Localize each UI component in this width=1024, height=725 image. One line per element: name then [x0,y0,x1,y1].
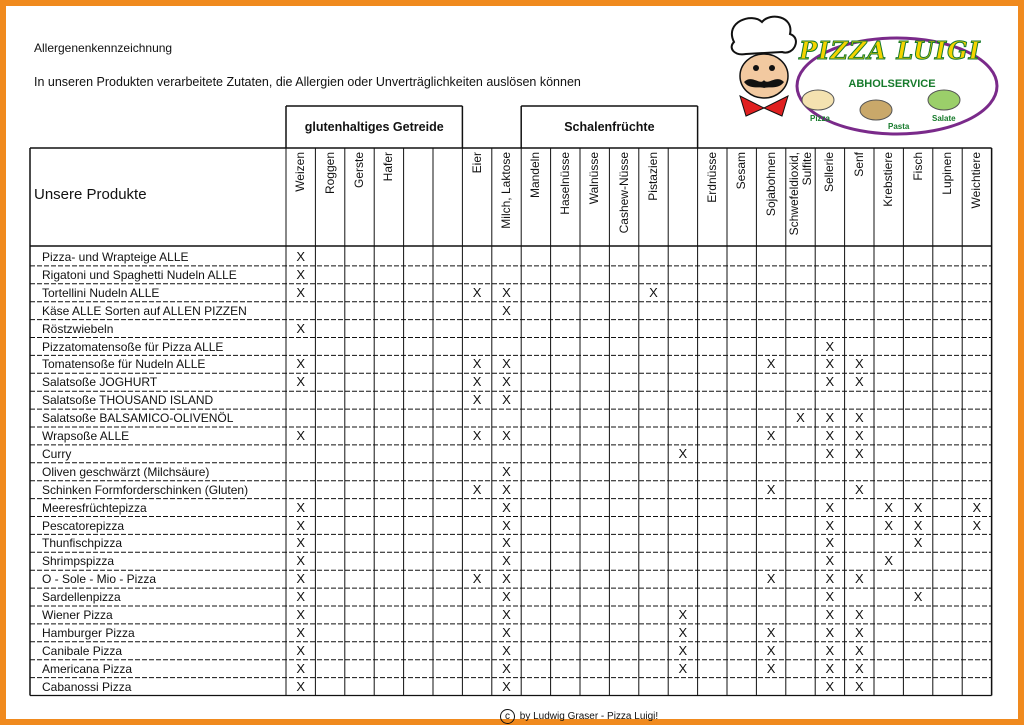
allergen-mark: X [472,481,482,497]
column-label-text: Haselnüsse [557,152,572,215]
allergen-mark: X [296,571,306,587]
column-header-11 [618,152,631,242]
allergen-mark: X [766,660,776,676]
table-row-label: Pizza- und Wrapteige ALLE [42,250,189,264]
column-header-9 [559,152,572,242]
column-label-text: Schwefeldioxid, [786,152,801,236]
allergen-mark: X [502,607,511,622]
column-label-text: Pistazien [646,152,660,201]
allergen-mark: X [296,517,306,533]
column-label-text: Hafer [381,152,396,182]
allergen-mark: X [296,284,306,300]
column-label-text: Roggen [322,152,337,195]
allergen-mark: X [296,642,306,658]
table-row-label: Röstzwiebeln [42,321,114,336]
allergen-mark: X [472,374,482,390]
allergen-mark: X [472,284,482,300]
allergen-mark: X [296,499,306,515]
column-label-text: Weichtiere [969,152,984,209]
allergen-mark: X [766,642,776,658]
table-row-label: Tortellini Nudeln ALLE [42,285,160,300]
column-label-text: Sellerie [822,152,837,193]
footer-text: by Ludwig Graser - Pizza Luigi! [519,711,659,723]
allergen-mark: X [854,374,864,390]
allergen-mark: X [825,678,835,694]
column-header-23 [970,152,983,242]
column-header-8 [529,152,542,242]
allergen-mark: X [913,499,923,515]
column-header-17 [788,152,813,242]
column-header-19 [853,152,866,242]
table-row-label: Rigatoni und Spaghetti Nudeln ALLE [42,267,237,282]
allergen-mark: X [678,445,688,461]
allergen-mark: X [296,535,306,551]
table-row-label: Oliven geschwärzt (Milchsäure) [42,464,210,479]
column-label-text: Senf [851,152,866,177]
allergen-mark: X [825,553,835,569]
column-header-1 [324,152,337,242]
allergen-mark: X [825,642,835,658]
allergen-mark: X [825,660,835,676]
allergen-mark: X [296,320,306,336]
table-row-label: Hamburger Pizza [42,625,135,640]
group-header-0: glutenhaltiges Getreide [304,120,444,134]
table-row-label: Käse ALLE Sorten auf ALLEN PIZZEN [42,303,247,318]
table-row-label: Thunfischpizza [42,536,123,551]
allergen-mark: X [854,356,864,372]
group-header-1: Schalenfrüchte [564,120,655,134]
column-label-text: Gerste [352,152,366,189]
allergen-mark: X [678,624,688,640]
allergen-mark: X [854,481,864,497]
allergen-mark: X [296,266,306,282]
allergen-mark: X [502,428,511,443]
column-label-text: Krebstiere [881,152,896,207]
column-header-14 [706,152,719,242]
allergen-mark: X [296,428,306,443]
allergen-mark: X [972,517,982,533]
allergen-mark: X [678,660,688,676]
allergen-mark: X [296,356,306,372]
allergen-mark: X [766,571,776,587]
table-row-label: Pescatorepizza [42,518,125,533]
table-row-label: Salatsoße THOUSAND ISLAND [42,393,214,408]
column-header-18 [823,152,836,242]
column-header-3 [382,152,395,242]
column-header-12 [647,152,660,242]
column-header-20 [882,152,895,242]
table-row-label: Schinken Formforderschinken (Gluten) [42,482,249,497]
column-label-text: Erdnüsse [704,152,719,203]
column-header-16 [765,152,778,242]
allergen-mark: X [825,410,835,426]
table-row-label: O - Sole - Mio - Pizza [42,572,157,587]
table-row-label: Meeresfrüchtepizza [42,500,147,515]
column-label-text: Fisch [910,152,925,181]
column-label-text: Sulfite [799,152,814,186]
allergen-mark: X [854,678,864,694]
logo-subtitle: ABHOLSERVICE [848,78,936,90]
allergen-mark: X [825,499,835,515]
allergen-mark: X [825,356,835,372]
column-header-10 [588,152,601,242]
allergen-mark: X [825,571,835,587]
allergen-mark: X [296,607,306,622]
table-row-label: Wiener Pizza [42,608,113,622]
allergen-mark: X [913,517,923,533]
allergen-mark: X [296,624,306,640]
column-label-text: Weizen [293,152,308,192]
allergen-mark: X [913,589,923,605]
allergen-mark: X [972,499,982,515]
column-header-21 [912,152,925,242]
allergen-mark: X [766,624,776,640]
allergen-mark: X [825,428,835,443]
column-label-text: Walnüsse [587,152,602,205]
column-label-text: Sesam [734,152,749,190]
allergen-mark: X [502,553,511,569]
allergen-mark: X [825,607,835,622]
allergen-mark: X [472,571,482,587]
column-label-text: Eier [469,152,484,174]
allergen-mark: X [854,445,864,461]
table-row-label: Salatsoße BALSAMICO-OLIVENÖL [42,411,234,426]
allergen-mark: X [854,624,864,640]
table-row-label: Salatsoße JOGHURT [42,375,158,390]
table-row-label: Tomatensoße für Nudeln ALLE [42,357,206,372]
column-header-22 [941,152,954,242]
allergen-mark: X [502,660,511,676]
logo-caption-pasta: Pasta [888,122,910,131]
column-label-text: Lupinen [940,152,954,195]
allergen-mark: X [502,302,511,318]
table-row-label: Curry [42,446,72,461]
column-header-0 [294,152,307,242]
allergen-mark: X [502,624,511,640]
allergen-mark: X [649,284,658,300]
allergen-mark: X [825,535,835,551]
allergen-mark: X [825,445,835,461]
allergen-mark: X [825,589,835,605]
logo-title: PIZZA LUIGI [799,36,981,65]
table-row-label: Shrimpspizza [42,554,115,569]
allergen-mark: X [502,642,511,658]
table-row-label: Canibale Pizza [42,643,123,658]
allergen-mark: X [502,517,511,533]
allergen-mark: X [502,374,511,390]
allergen-mark: X [796,410,805,426]
table-row-label: Cabanossi Pizza [42,679,132,694]
allergen-mark: X [502,535,511,551]
products-column-title: Unsere Produkte [34,186,147,203]
document-subheading: In unseren Produkten verarbeitete Zutaten, die Allergien oder Unverträglichkeiten auslösen können [34,75,581,89]
allergen-mark: X [825,624,835,640]
allergen-mark: X [884,499,894,515]
allergen-mark: X [854,660,864,676]
allergen-mark: X [296,249,306,264]
allergen-mark: X [678,607,688,622]
allergen-mark: X [825,338,835,354]
allergen-mark: X [472,356,482,372]
allergen-mark: X [296,589,306,605]
allergen-mark: X [913,535,923,551]
allergen-mark: X [766,356,776,372]
column-header-7 [500,152,513,242]
allergen-mark: X [854,571,864,587]
allergen-mark: X [884,517,894,533]
allergen-mark: X [825,374,835,390]
allergen-mark: X [502,589,511,605]
column-label-text: Milch, Laktose [499,152,513,229]
column-header-15 [735,152,748,242]
allergen-mark: X [884,553,894,569]
column-label-text: Sojabohnen [763,152,778,217]
allergen-mark: X [502,678,511,694]
allergen-mark: X [502,392,511,408]
logo-caption-salate: Salate [932,114,956,123]
copyright-icon: c [500,709,515,724]
table-row-label: Wrapsoße ALLE [42,429,130,443]
column-header-2 [353,152,366,242]
allergen-mark: X [502,463,511,479]
column-label-text: Cashew-Nüsse [616,152,631,234]
allergen-mark: X [296,374,306,390]
table-row-label: Americana Pizza [42,661,133,676]
allergen-mark: X [472,428,482,443]
logo-caption-pizza: Pizza [810,114,831,123]
allergen-mark: X [472,392,482,408]
allergen-mark: X [766,428,776,443]
allergen-mark: X [502,284,511,300]
allergen-mark: X [766,481,776,497]
allergen-mark: X [296,660,306,676]
table-row-label: Pizzatomatensoße für Pizza ALLE [42,339,224,354]
allergen-mark: X [296,553,306,569]
document-heading: Allergenenkennzeichnung [34,41,173,55]
table-row-label: Sardellenpizza [42,590,121,605]
allergen-mark: X [854,410,864,426]
allergen-mark: X [296,678,306,694]
allergen-mark: X [854,607,864,622]
column-header-6 [471,152,484,242]
allergen-mark: X [502,356,511,372]
allergen-mark: X [854,642,864,658]
allergen-mark: X [678,642,688,658]
column-label-text: Mandeln [528,152,543,199]
allergen-mark: X [502,571,511,587]
allergen-mark: X [502,481,511,497]
allergen-mark: X [854,428,864,443]
allergen-mark: X [502,499,511,515]
allergen-mark: X [825,517,835,533]
footer-credit [500,709,658,724]
